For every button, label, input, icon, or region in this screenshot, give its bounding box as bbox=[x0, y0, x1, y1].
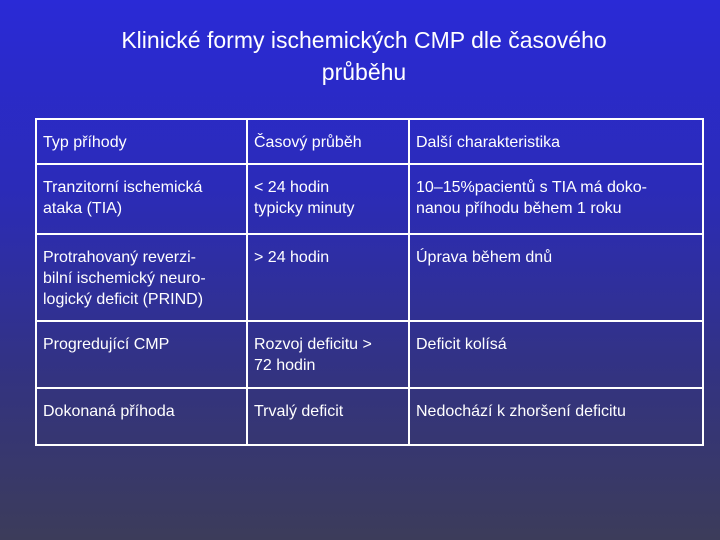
table-cell: Progredující CMP bbox=[36, 321, 247, 388]
table-cell: Protrahovaný reverzi- bilní ischemický neuro- logický deficit (PRIND) bbox=[36, 234, 247, 321]
header-cell-characteristics: Další charakteristika bbox=[409, 119, 703, 164]
table-header-row bbox=[36, 119, 703, 164]
table-row bbox=[36, 388, 703, 445]
table-row bbox=[36, 321, 703, 388]
table-cell: Dokonaná příhoda bbox=[36, 388, 247, 445]
table-row bbox=[36, 164, 703, 234]
table-cell: Deficit kolísá bbox=[409, 321, 703, 388]
header-cell-time-course: Časový průběh bbox=[247, 119, 409, 164]
table-row bbox=[36, 234, 703, 321]
table-cell: Tranzitorní ischemická ataka (TIA) bbox=[36, 164, 247, 234]
table-cell: Úprava během dnů bbox=[409, 234, 703, 321]
slide-title-line-1: Klinické formy ischemických CMP dle časového bbox=[121, 27, 607, 53]
table-cell: 10–15%pacientů s TIA má doko- nanou příhodu během 1 roku bbox=[409, 164, 703, 234]
table-cell: Nedochází k zhoršení deficitu bbox=[409, 388, 703, 445]
table-cell: > 24 hodin bbox=[247, 234, 409, 321]
slide-title bbox=[40, 24, 688, 88]
header-cell-event-type: Typ příhody bbox=[36, 119, 247, 164]
slide-title-line-2: průběhu bbox=[321, 59, 407, 85]
table-cell: < 24 hodin typicky minuty bbox=[247, 164, 409, 234]
table-cell: Rozvoj deficitu > 72 hodin bbox=[247, 321, 409, 388]
stroke-forms-table bbox=[35, 118, 704, 446]
table-cell: Trvalý deficit bbox=[247, 388, 409, 445]
